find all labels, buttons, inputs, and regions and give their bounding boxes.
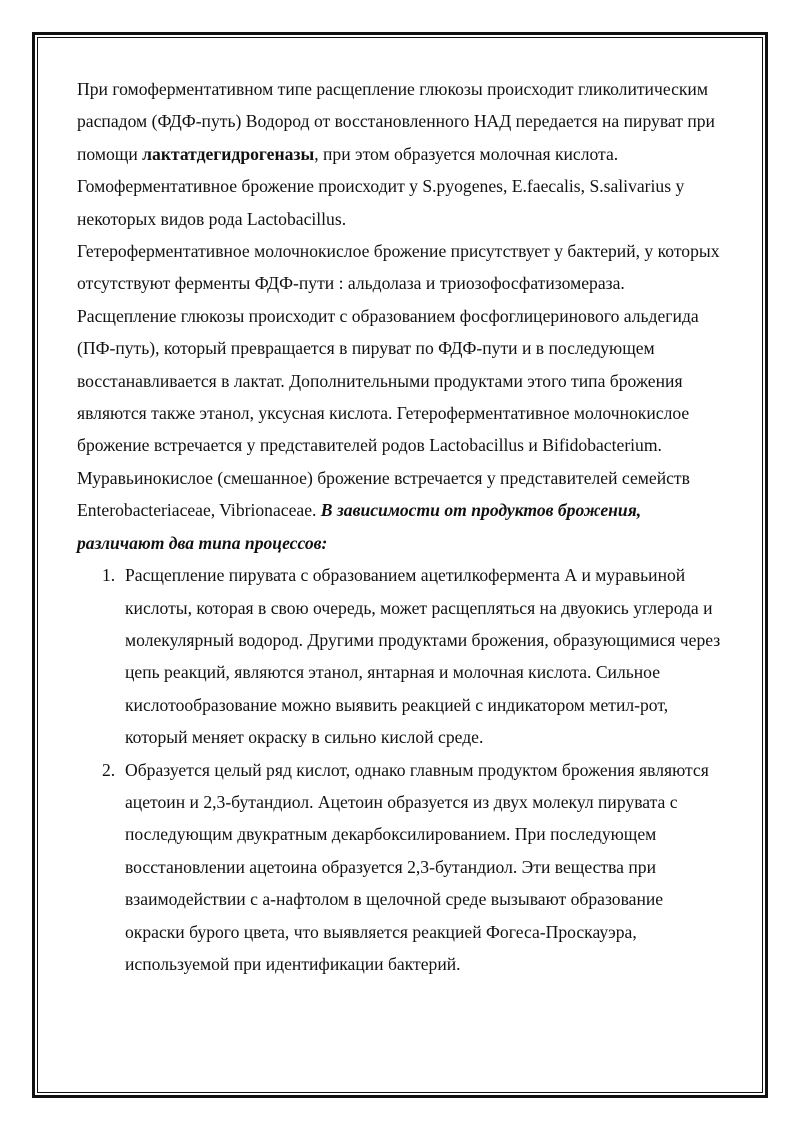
paragraph-homofermentative [77,73,727,235]
list-item-text: Образуется целый ряд кислот, однако главным продуктом брожения являются ацетоин и 2,3-бутандиол. Ацетоин образуется из двух молекул пирувата с последующим двукратным декарбоксилированием. При последующем восстановлении ацетоина образуется 2,3-бутандиол. Эти вещества при взаимодействии с а-нафтолом в щелочной среде вызывают образование окраски бурого цвета, что выявляется реакцией Фогеса-Проскауэра, используемой при идентификации бактерий. [125,759,709,974]
document-body [77,73,727,980]
paragraph-text: При гомоферментативном типе расщепление глюкозы происходит гликолитическим распадом (ФДФ-путь) Водород от восстановленного НАД передается на пируват при помощи [77,79,715,164]
list-item-number: 1. [102,565,116,586]
list-item-number: 2. [102,759,116,780]
list-item-text: Расщепление пирувата с образованием ацетилкофермента А и муравьиной кислоты, которая в свою очередь, может расщепляться на двуокись углерода и молекулярный водород. Другими продуктами брожения, образующимися через цепь реакций, являются этанол, янтарная и молочная кислота. Сильное кислотообразование можно выявить реакцией с индикатором метил-рот, который меняет окраску в сильно кислой среде. [125,565,721,748]
list-item [77,559,727,753]
bold-italic-heading: В зависимости от продуктов брожения, различают два типа процессов: [77,500,642,553]
paragraph-heterofermentative: Гетероферментативное молочнокислое брожение присутствует у бактерий, у которых отсутствуют ферменты ФДФ-пути : альдолаза и триозофосфатизомераза. Расщепление глюкозы происходит с образованием фосфоглицеринового альдегида (ПФ-путь), который превращается в пируват по ФДФ-пути и в последующем восстанавливается в лактат. Дополнительными продуктами этого типа брожения являются также этанол, уксусная кислота. Гетероферментативное молочнокислое брожение встречается у представителей родов Lactobacillus и Bifidobacterium. [77,241,720,456]
paragraph-text: Муравьинокислое (смешанное) брожение встречается у представителей семейств Enterobacteriaceae, Vibrionaceae. [77,467,690,521]
numbered-list [77,559,727,980]
bold-term-lactate-dehydrogenase: лактатдегидрогеназы [142,143,315,164]
list-item [77,754,727,981]
paragraph-formic-acid [77,462,727,559]
paragraph-text: , при этом образуется молочная кислота. Гомоферментативное брожение происходит у S.pyogenes, E.faecalis, S.salivarius у некоторых видов рода Lactobacillus. [77,143,685,229]
